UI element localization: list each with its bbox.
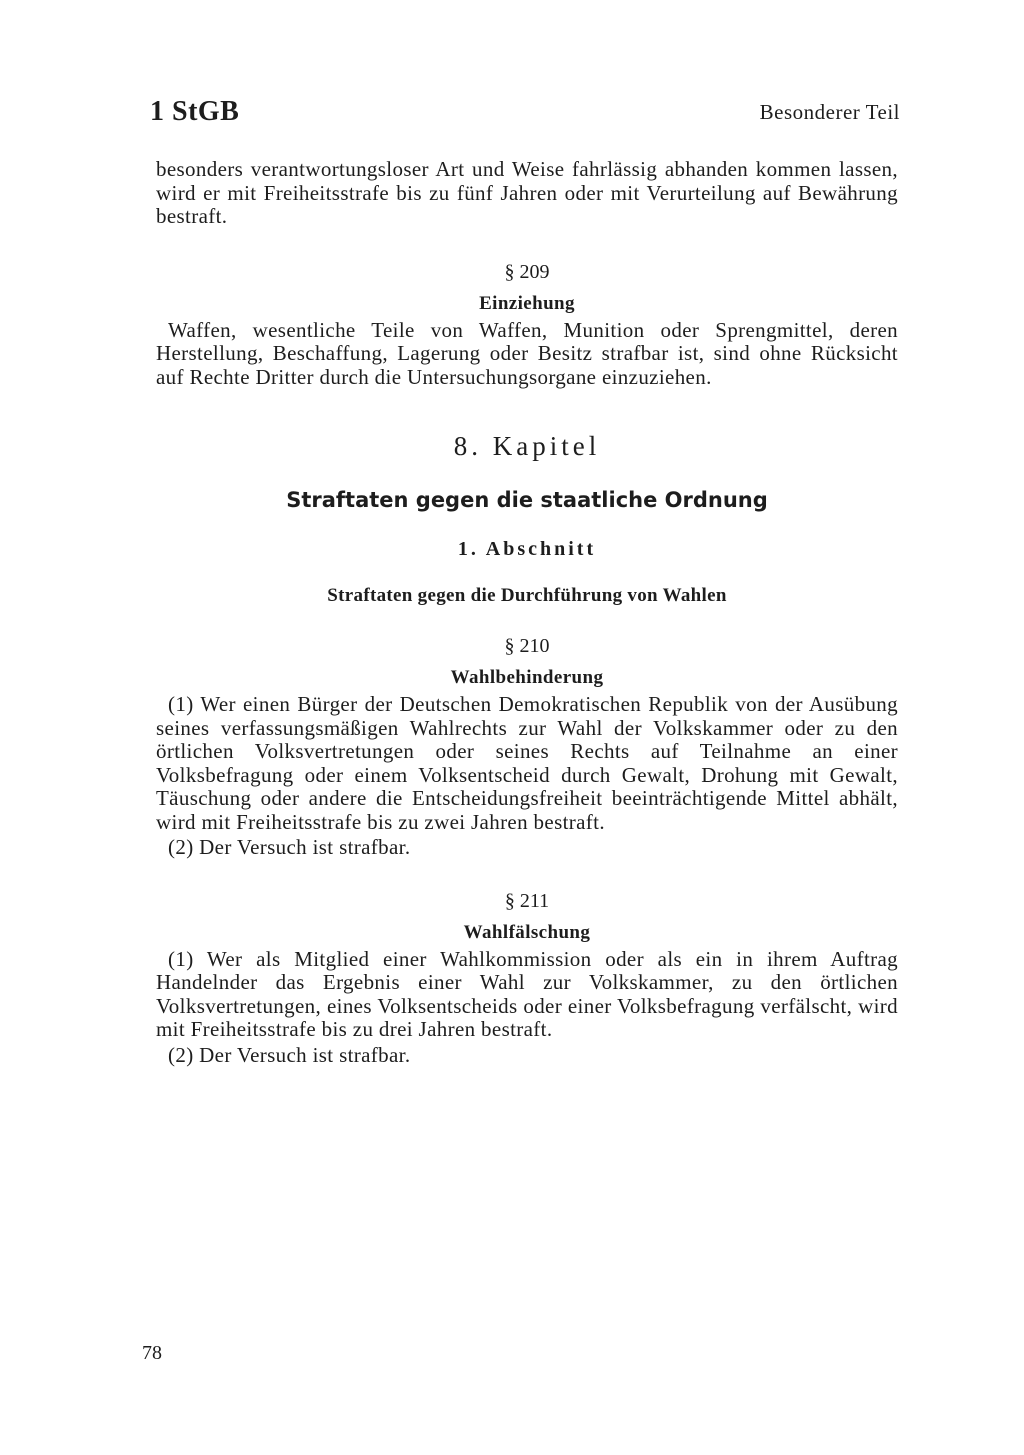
chapter-title: Straftaten gegen die staatliche Ordnung bbox=[286, 488, 768, 512]
section-209-number: § 209 bbox=[504, 260, 550, 283]
section-211-paragraph-1: (1) Wer als Mitglied einer Wahlkommission oder als ein in ihrem Auftrag Handelnder das Ergebnis einer Wahl zur Volkskammer, zu den örtlichen Volksvertretungen, eines Volksentscheids oder einer Volksbefragung verfälscht, wird mit Freiheitsstrafe bis zu drei Jahren bestraft. bbox=[156, 946, 898, 1041]
page-number: 78 bbox=[142, 1342, 162, 1364]
chapter-label: 8. Kapitel bbox=[453, 431, 601, 461]
section-211-paragraph-2: (2) Der Versuch ist strafbar. bbox=[168, 1042, 411, 1067]
section-210-title: Wahlbehinderung bbox=[450, 667, 604, 688]
section-211-title: Wahlfälschung bbox=[463, 921, 591, 943]
section-210-number: § 210 bbox=[504, 635, 550, 657]
running-header-law: 1 StGB bbox=[150, 96, 240, 127]
section-211-number: § 211 bbox=[504, 889, 550, 912]
section-210-paragraph-2: (2) Der Versuch ist strafbar. bbox=[168, 835, 411, 859]
page-body bbox=[156, 158, 898, 1067]
section-209-text: Waffen, wesentliche Teile von Waffen, Munition oder Sprengmittel, deren Herstellung, Beschaffung, Lagerung oder Besitz strafbar ist, sind ohne Rücksicht auf Rechte Dritter durch die Untersuchungsorgane einzuziehen. bbox=[156, 317, 898, 389]
section-209-title: Einziehung bbox=[479, 292, 575, 314]
intro-paragraph: besonders verantwortungsloser Art und Weise fahrlässig abhanden kommen lassen, wird er mit Freiheitsstrafe bis zu fünf Jahren oder mit Verurteilung auf Bewährung bestraft. bbox=[156, 157, 898, 228]
abschnitt-title: Straftaten gegen die Durchführung von Wahlen bbox=[327, 585, 727, 606]
abschnitt-label: 1. Abschnitt bbox=[457, 538, 597, 560]
section-210-paragraph-1: (1) Wer einen Bürger der Deutschen Demokratischen Republik von der Ausübung seines verfassungsmäßigen Wahlrechts zur Wahl der Volkskammer oder zu den örtlichen Volksvertretungen oder seines Rechts auf Teilnahme an einer Volksbefragung oder einem Volksentscheid durch Gewalt, Drohung mit Gewalt, Täuschung oder andere die Entscheidungsfreiheit beeinträchtigende Mittel abhält, wird mit Freiheitsstrafe bis zu zwei Jahren bestraft. bbox=[156, 692, 898, 834]
running-header-part: Besonderer Teil bbox=[759, 100, 900, 124]
